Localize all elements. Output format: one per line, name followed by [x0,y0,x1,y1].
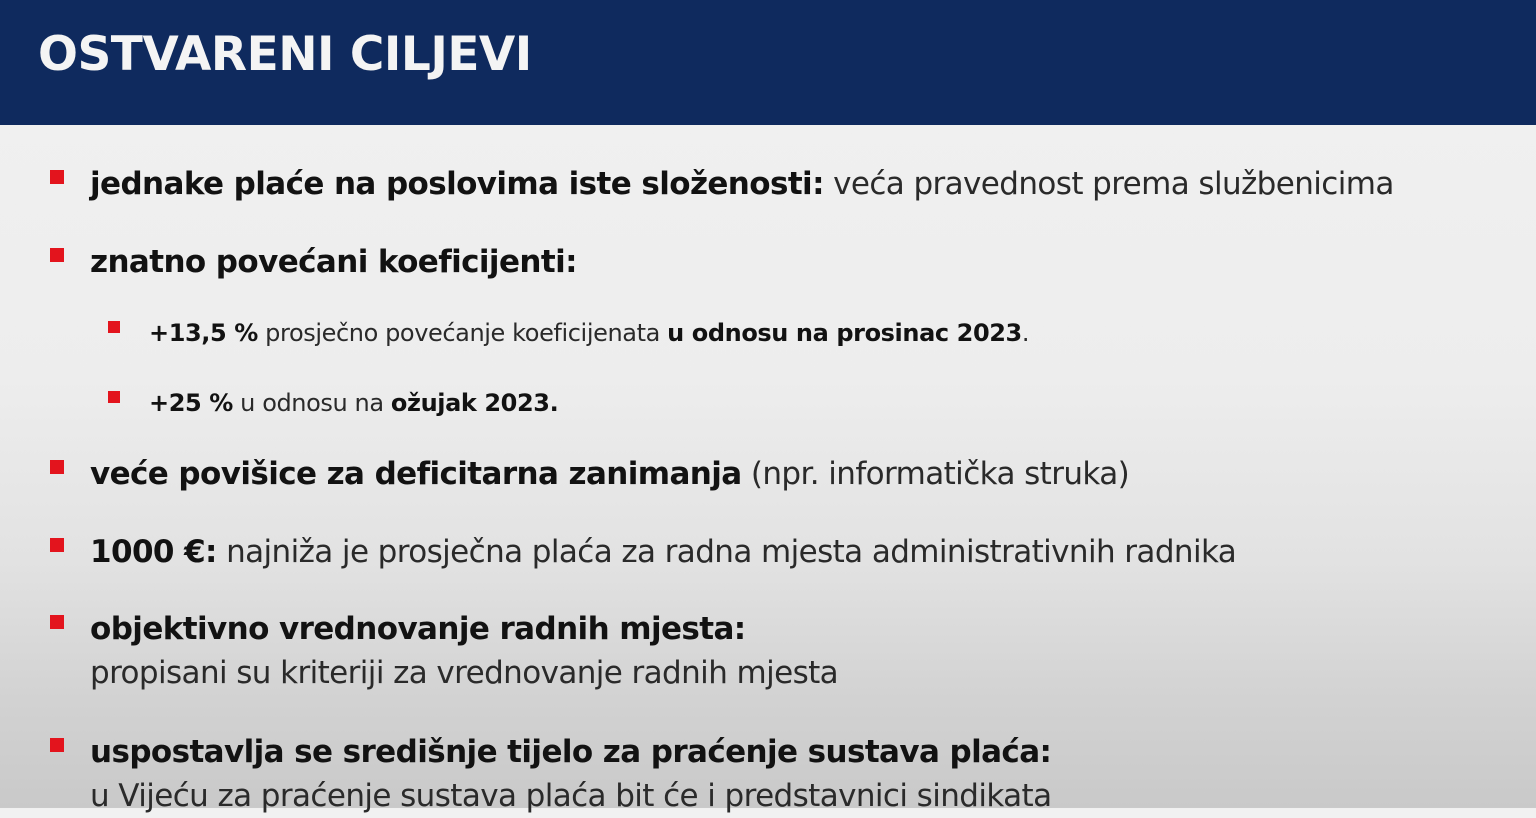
bullet-marker [50,460,64,474]
item-text: prosječno povećanje koeficijenata [257,319,668,347]
item-heading: +25 % [149,389,233,417]
bullet-marker [50,538,64,552]
sub-bullet-marker [108,321,120,333]
slide-title: OSTVARENI CILJEVI [38,27,532,82]
bullet-marker [50,738,64,752]
item-heading: veće povišice za deficitarna zanimanja [90,456,742,492]
item-heading: +13,5 % [149,319,258,347]
list-item [90,452,1129,496]
item-heading: znatno povećani koeficijenti: [90,244,577,280]
item-heading: objektivno vrednovanje radnih mjesta: [90,611,746,647]
list-item [90,607,838,695]
list-item [90,240,577,284]
item-heading: uspostavlja se središnje tijelo za praćenje sustava plaća: [90,734,1052,770]
list-item [90,162,1394,206]
sub-list-item [149,316,1029,350]
item-text: u odnosu na [232,389,391,417]
title-bar [0,0,1536,125]
item-text: veća pravednost prema službenicima [823,166,1394,202]
item-heading: 1000 €: [90,534,217,570]
item-emphasis: ožujak 2023. [390,389,559,417]
item-detail: u Vijeću za praćenje sustava plaća bit će i predstavnici sindikata [90,778,1052,814]
item-text-end: . [1021,319,1030,347]
bullet-marker [50,170,64,184]
item-emphasis: u odnosu na prosinac 2023 [667,319,1022,347]
sub-list-item [149,386,558,420]
item-text: (npr. informatička struka) [741,456,1130,492]
item-heading: jednake plaće na poslovima iste složenosti: [90,166,824,202]
list-item [90,730,1052,818]
bullet-marker [50,248,64,262]
item-text: najniža je prosječna plaća za radna mjesta administrativnih radnika [216,534,1237,570]
bullet-marker [50,615,64,629]
list-item [90,530,1236,574]
item-detail: propisani su kriteriji za vrednovanje radnih mjesta [90,655,839,691]
sub-bullet-marker [108,391,120,403]
